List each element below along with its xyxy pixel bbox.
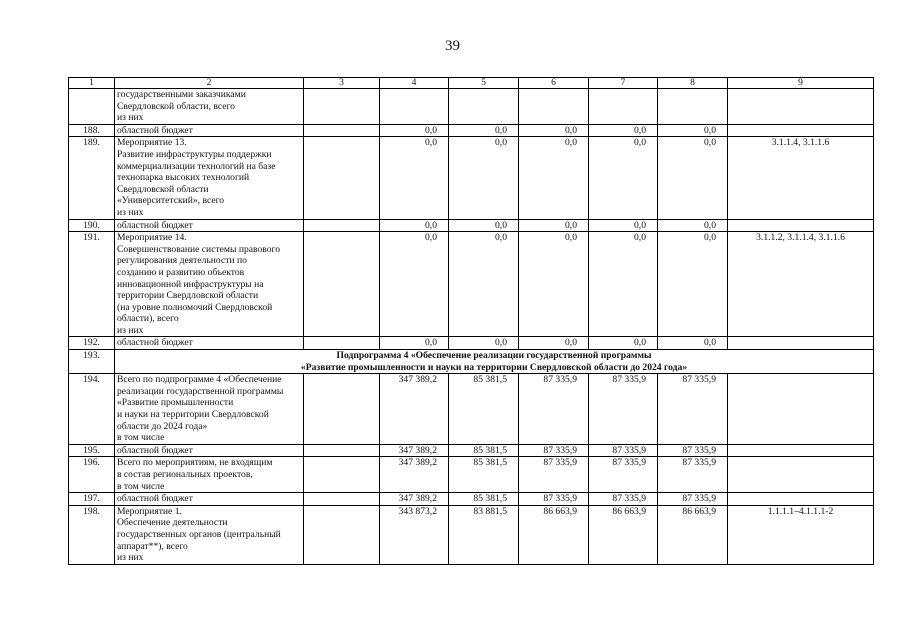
value-cell: 0,0	[658, 219, 728, 232]
column-3-cell	[304, 457, 380, 493]
column-3-cell	[304, 493, 380, 506]
description-line: Всего по мероприятиям, не входящим	[117, 457, 273, 469]
value-cell: 87 335,9	[589, 444, 658, 457]
table-row	[69, 457, 874, 493]
value-cell: 0,0	[519, 337, 589, 350]
value-cell: 343 873,2	[380, 505, 449, 564]
column-number-1: 1	[69, 78, 115, 89]
column-3-cell	[304, 337, 380, 350]
row-number: 188.	[69, 124, 115, 137]
description-line: Свердловской области, всего	[117, 100, 235, 112]
column-3-cell	[304, 137, 380, 219]
value-cell: 86 663,9	[519, 505, 589, 564]
value-cell: 347 389,2	[380, 444, 449, 457]
value-cell: 347 389,2	[380, 374, 449, 445]
column-number-4: 4	[380, 78, 449, 89]
table-row	[69, 493, 874, 506]
table-row	[69, 444, 874, 457]
target-codes: 3.1.1.2, 3.1.1.4, 3.1.1.6	[728, 232, 874, 337]
row-number: 197.	[69, 493, 115, 506]
description-line: Свердловской области	[117, 183, 209, 195]
target-codes	[728, 219, 874, 232]
description-line: технопарка высоких технологий	[117, 172, 250, 184]
value-cell: 87 335,9	[519, 493, 589, 506]
target-codes	[728, 444, 874, 457]
row-number: 195.	[69, 444, 115, 457]
value-cell: 87 335,9	[658, 457, 728, 493]
description-line: «Развитие промышленности	[117, 397, 234, 409]
row-description	[115, 337, 304, 350]
value-cell: 0,0	[589, 219, 658, 232]
row-description	[115, 505, 304, 564]
value-cell: 87 335,9	[519, 374, 589, 445]
row-number: 190.	[69, 219, 115, 232]
value-cell: 0,0	[380, 124, 449, 137]
target-codes	[728, 457, 874, 493]
value-cell: 87 335,9	[519, 444, 589, 457]
value-cell: 87 335,9	[589, 457, 658, 493]
column-number-5: 5	[449, 78, 519, 89]
row-description	[115, 493, 304, 506]
value-cell	[658, 89, 728, 125]
column-3-cell	[304, 89, 380, 125]
table-row	[69, 89, 874, 125]
description-line: из них	[117, 112, 144, 124]
column-number-6: 6	[519, 78, 589, 89]
column-number-3: 3	[304, 78, 380, 89]
description-line: «Университетский», всего	[117, 195, 225, 207]
description-line: Совершенствование системы правового	[117, 243, 281, 255]
row-description	[115, 444, 304, 457]
row-number: 191.	[69, 232, 115, 337]
value-cell: 0,0	[519, 219, 589, 232]
value-cell: 87 335,9	[589, 493, 658, 506]
table-row	[69, 337, 874, 350]
value-cell: 87 335,9	[658, 493, 728, 506]
row-description	[115, 124, 304, 137]
row-description	[115, 374, 304, 445]
description-line: территории Свердловской области	[117, 290, 259, 302]
value-cell: 86 663,9	[658, 505, 728, 564]
value-cell: 0,0	[519, 232, 589, 337]
description-line: областной бюджет	[117, 124, 193, 136]
description-line: Мероприятие 1.	[117, 505, 182, 517]
value-cell: 85 381,5	[449, 457, 519, 493]
row-number	[69, 89, 115, 125]
value-cell	[449, 89, 519, 125]
value-cell: 0,0	[380, 137, 449, 219]
target-codes	[728, 124, 874, 137]
value-cell: 0,0	[380, 232, 449, 337]
value-cell: 85 381,5	[449, 374, 519, 445]
description-line: аппарат**), всего	[117, 540, 188, 552]
value-cell	[589, 89, 658, 125]
value-cell: 0,0	[658, 124, 728, 137]
column-number-9: 9	[728, 78, 874, 89]
description-line: области), всего	[117, 313, 179, 325]
value-cell: 347 389,2	[380, 493, 449, 506]
value-cell: 0,0	[589, 124, 658, 137]
table-row	[69, 232, 874, 337]
target-codes	[728, 337, 874, 350]
description-line: области до 2024 года»	[117, 420, 208, 432]
table-row	[69, 137, 874, 219]
value-cell: 0,0	[658, 232, 728, 337]
value-cell	[519, 89, 589, 125]
value-cell: 0,0	[519, 137, 589, 219]
description-line: созданию и развитию объектов	[117, 266, 245, 278]
row-number: 196.	[69, 457, 115, 493]
description-line: областной бюджет	[117, 219, 193, 231]
description-line: Всего по подпрограмме 4 «Обеспечение	[117, 374, 282, 386]
target-codes: 1.1.1.1–4.1.1.1-2	[728, 505, 874, 564]
row-description	[115, 232, 304, 337]
target-codes	[728, 89, 874, 125]
row-description	[115, 89, 304, 125]
description-line: инновационной инфраструктуры на	[117, 278, 264, 290]
table-row	[69, 374, 874, 445]
value-cell: 0,0	[449, 232, 519, 337]
target-codes	[728, 374, 874, 445]
value-cell: 0,0	[589, 232, 658, 337]
row-number: 198.	[69, 505, 115, 564]
row-number: 194.	[69, 374, 115, 445]
table-row	[69, 219, 874, 232]
description-line: в том числе	[117, 432, 165, 444]
value-cell: 0,0	[519, 124, 589, 137]
description-line: из них	[117, 552, 144, 564]
page-number: 39	[445, 38, 460, 54]
description-line: областной бюджет	[117, 444, 193, 456]
description-line: в состав региональных проектов,	[117, 469, 253, 480]
value-cell: 0,0	[380, 219, 449, 232]
value-cell: 0,0	[589, 337, 658, 350]
description-line: Мероприятие 13.	[117, 137, 187, 149]
column-3-cell	[304, 124, 380, 137]
value-cell: 0,0	[449, 337, 519, 350]
value-cell: 0,0	[589, 137, 658, 219]
value-cell: 83 881,5	[449, 505, 519, 564]
description-line: Развитие инфраструктуры поддержки	[117, 148, 272, 160]
row-description	[115, 219, 304, 232]
column-3-cell	[304, 444, 380, 457]
subprogram-row	[69, 350, 874, 374]
row-number: 193.	[69, 350, 115, 374]
column-3-cell	[304, 374, 380, 445]
value-cell: 0,0	[658, 337, 728, 350]
value-cell: 347 389,2	[380, 457, 449, 493]
subprogram-line-1: Подпрограмма 4 «Обеспечение реализации государственной программы	[336, 350, 652, 362]
column-number-row	[69, 78, 874, 89]
value-cell: 87 335,9	[658, 444, 728, 457]
column-3-cell	[304, 232, 380, 337]
budget-table	[68, 77, 874, 565]
description-line: из них	[117, 206, 144, 218]
value-cell: 85 381,5	[449, 444, 519, 457]
value-cell: 87 335,9	[658, 374, 728, 445]
value-cell: 0,0	[658, 137, 728, 219]
row-description	[115, 137, 304, 219]
column-3-cell	[304, 219, 380, 232]
description-line: Обеспечение деятельности	[117, 517, 228, 529]
target-codes	[728, 493, 874, 506]
row-description	[115, 457, 304, 493]
subprogram-title	[115, 350, 874, 374]
value-cell: 0,0	[449, 124, 519, 137]
value-cell	[380, 89, 449, 125]
value-cell: 0,0	[380, 337, 449, 350]
column-number-7: 7	[589, 78, 658, 89]
value-cell: 87 335,9	[519, 457, 589, 493]
description-line: областной бюджет	[117, 337, 193, 349]
description-line: государственными заказчиками	[117, 89, 246, 100]
description-line: областной бюджет	[117, 493, 193, 505]
description-line: государственных органов (центральный	[117, 528, 281, 540]
target-codes: 3.1.1.4, 3.1.1.6	[728, 137, 874, 219]
table-row	[69, 124, 874, 137]
description-line: из них	[117, 324, 144, 336]
description-line: и науки на территории Свердловской	[117, 409, 269, 421]
column-3-cell	[304, 505, 380, 564]
subprogram-line-2: «Развитие промышленности и науки на территории Свердловской области до 2024 года»	[300, 361, 688, 373]
description-line: (на уровне полномочий Свердловской	[117, 301, 273, 313]
row-number: 192.	[69, 337, 115, 350]
column-number-2: 2	[115, 78, 304, 89]
description-line: в том числе	[117, 480, 165, 492]
value-cell: 87 335,9	[589, 374, 658, 445]
value-cell: 86 663,9	[589, 505, 658, 564]
description-line: коммерциализации технологий на базе	[117, 160, 276, 172]
column-number-8: 8	[658, 78, 728, 89]
value-cell: 85 381,5	[449, 493, 519, 506]
value-cell: 0,0	[449, 137, 519, 219]
row-number: 189.	[69, 137, 115, 219]
description-line: реализации государственной программы	[117, 385, 284, 397]
description-line: Мероприятие 14.	[117, 232, 187, 244]
value-cell: 0,0	[449, 219, 519, 232]
description-line: регулирования деятельности по	[117, 255, 247, 267]
table-row	[69, 505, 874, 564]
